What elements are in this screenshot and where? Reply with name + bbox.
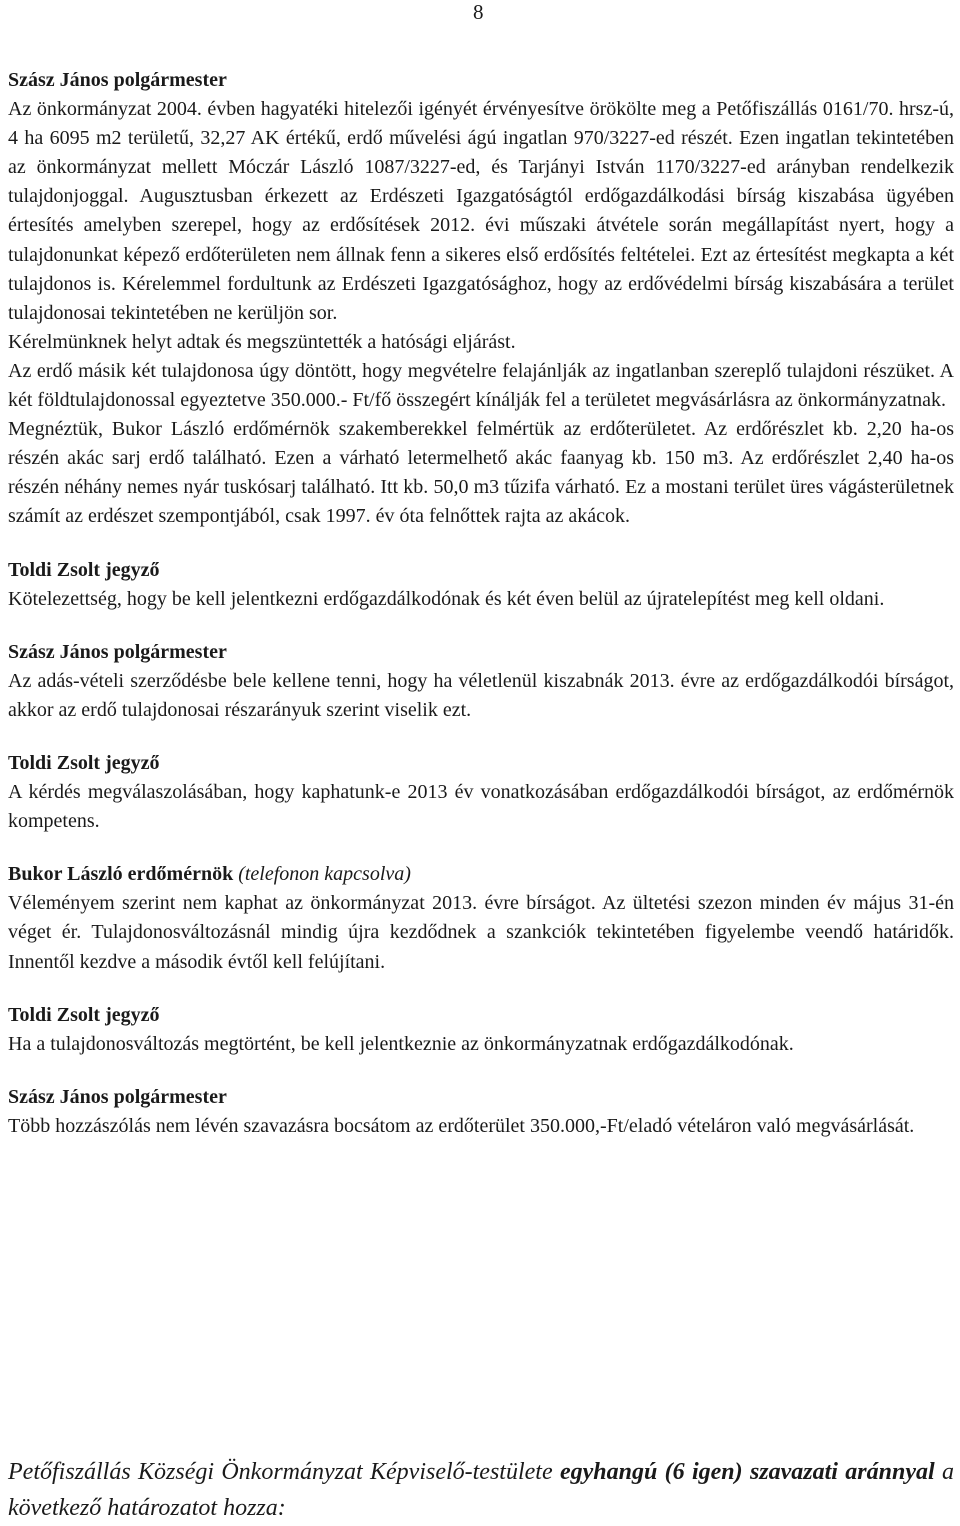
spacer [8,725,954,749]
paragraph: Véleményem szerint nem kaphat az önkormányzat 2013. évre bírságot. Az ültetési szezon minden év május 31-én véget ér. Tulajdonosváltozásnál mindig újra kezdődnek a szankciók tekintetében figyelembe veendő határidők. Innentől kezdve a második évtől kell felújítani. [8,892,954,973]
resolution-suffix: a következő határozatot hozza: [8,1459,955,1521]
speaker-note: (telefonon kapcsolva) [238,863,411,886]
speaker-block [8,1083,954,1141]
minutes-body [8,66,954,1141]
page-number: 8 [473,0,484,24]
speaker-name: Toldi Zsolt jegyző [8,1003,160,1026]
speaker-block [8,749,954,836]
resolution-prefix: Petőfiszállás Községi Önkormányzat Képviselő-testülete [8,1459,560,1485]
speaker-name: Szász János polgármester [8,1085,227,1108]
spacer [8,614,954,638]
speaker-name: Toldi Zsolt jegyző [8,558,160,581]
resolution-statement [8,1454,954,1526]
spacer [8,1059,954,1083]
speaker-name: Bukor László erdőmérnök [8,863,234,886]
paragraph: Megnéztük, Bukor László erdőmérnök szakemberekkel felmértük az erdőterületet. Az erdőrészlet kb. 2,20 ha-os részén akác sarj erdő található. Ezen a várható letermelhető akác faanyag kb. 150 m3. Az erdőrészlet 2,40 ha-os részén néhány nemes nyár tuskósarj található. Itt kb. 50,0 m3 tűzifa várható. Ez a mostani terület üres vágásterületnek számít az erdészet szempontjából, csak 1997. év óta felnőttek rajta az akácok. [8,418,954,528]
paragraph: Több hozzászólás nem lévén szavazásra bocsátom az erdőterület 350.000,-Ft/eladó vételáron való megvásárlását. [8,1114,915,1137]
spacer [8,836,954,860]
speaker-name: Toldi Zsolt jegyző [8,751,160,774]
paragraph: Az adás-vételi szerződésbe bele kellene tenni, hogy ha véletlenül kiszabnák 2013. évre az erdőgazdálkodói bírságot, akkor az erdő tulajdonosai részarányuk szerint viselik ezt. [8,669,954,721]
speaker-block [8,1001,954,1059]
speaker-name: Szász János polgármester [8,69,227,91]
speaker-block [8,66,954,532]
speaker-block [8,556,954,614]
speaker-block [8,860,954,976]
speaker-name-line [8,860,954,889]
speaker-block [8,638,954,725]
paragraph: Kötelezettség, hogy be kell jelentkezni erdőgazdálkodónak és két éven belül az újratelepítést meg kell oldani. [8,587,885,610]
spacer [8,532,954,556]
speaker-name: Szász János polgármester [8,640,227,663]
paragraph: Kérelmünknek helyt adtak és megszüntették a hatósági eljárást. [8,330,516,353]
resolution-vote: egyhangú (6 igen) szavazati aránnyal [559,1459,935,1485]
paragraph: Az erdő másik két tulajdonosa úgy döntött, hogy megvételre felajánlják az ingatlanban szereplő tulajdoni részüket. A két földtulajdonossal egyeztetve 350.000.- Ft/fő összegért kínálják fel a területet megvásárlásra az önkormányzatnak. [8,359,954,412]
paragraph: A kérdés megválaszolásában, hogy kaphatunk-e 2013 év vonatkozásában erdőgazdálkodói bírságot, az erdőmérnök kompetens. [8,781,954,833]
paragraph: Ha a tulajdonosváltozás megtörtént, be kell jelentkeznie az önkormányzatnak erdőgazdálkodónak. [8,1032,794,1055]
spacer [8,977,954,1001]
paragraph: Az önkormányzat 2004. évben hagyatéki hitelezői igényét érvényesítve örökölte meg a Petőfiszállás 0161/70. hrsz-ú, 4 ha 6095 m2 területű, 32,27 AK értékű, erdő művelési ágú ingatlan 970/3227-ed részét. Ezen ingatlan tekintetében az önkormányzat mellett Móczár László 1087/3227-ed, és Tarjányi István 1170/3227-ed arányban rendelkezik tulajdonjoggal. Augusztusban érkezett az Erdészeti Igazgatóságtól erdőgazdálkodási bírság kiszabása ügyében értesítés amelyben szerepel, hogy az erdősítések 2012. évi műszaki átvétele során megállapítást nyert, hogy a tulajdonunkat képező erdőterületen nem állnak fenn a sikeres első erdősítés feltételei. Ezt az értesítést megkapta a két tulajdonos is. Kérelemmel fordultunk az Erdészeti Igazgatósághoz, hogy az erdővédelmi bírság kiszabására a terület tulajdonosai tekintetében ne kerüljön sor. [8,98,954,324]
